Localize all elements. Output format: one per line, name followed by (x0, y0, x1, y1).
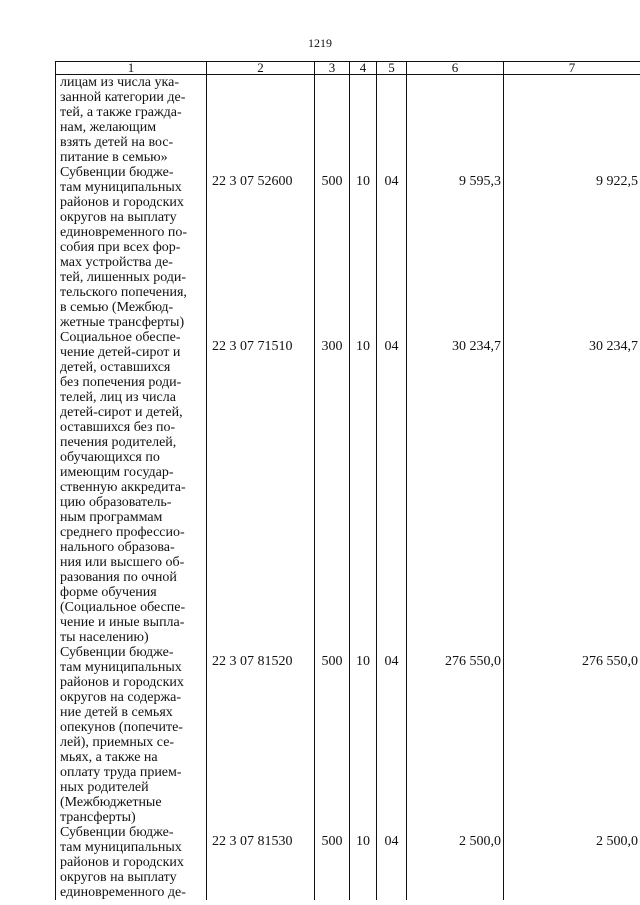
budget-code-cell (207, 165, 315, 330)
row-name-line: телей, лиц из числа (60, 390, 176, 405)
row-name-line: печения родителей, (60, 435, 177, 450)
column-header: 4 (350, 62, 377, 75)
row-name-line: там муниципальных (60, 840, 182, 855)
budget-code-value: 22 3 07 81530 (212, 834, 293, 849)
row-name-line: детей, оставшихся (60, 360, 171, 375)
subsection-cell (377, 645, 407, 825)
subsection-value: 04 (384, 654, 399, 669)
row-name-line: округов на содержа- (60, 690, 182, 705)
row-name-cell (56, 165, 207, 330)
table-row (56, 645, 640, 825)
row-name-cell (56, 330, 207, 645)
row-name-line: единовременного по- (60, 225, 188, 240)
row-name-line: чение детей-сирот и (60, 345, 181, 360)
amount-year1-value: 2 500,0 (459, 834, 501, 849)
row-name-line: там муниципальных (60, 660, 182, 675)
row-name-line: цию образователь- (60, 495, 172, 510)
subsection-cell (377, 330, 407, 645)
column-header: 5 (377, 62, 407, 75)
amount-year2-value: 276 550,0 (582, 654, 638, 669)
expense-type-value: 500 (321, 654, 343, 669)
row-name-line: Субвенции бюдже- (60, 825, 174, 840)
amount-year2-cell (504, 330, 640, 645)
row-name-line: трансферты) (60, 810, 136, 825)
subsection-value: 04 (384, 834, 399, 849)
expense-type-value: 500 (321, 174, 343, 189)
amount-year2-cell (504, 165, 640, 330)
column-header: 6 (407, 62, 504, 75)
row-name-line: ным программам (60, 510, 163, 525)
row-name-line: среднего профессио- (60, 525, 185, 540)
subsection-value: 04 (384, 174, 399, 189)
column-header: 2 (207, 62, 315, 75)
row-name-line: там муниципальных (60, 180, 182, 195)
table-header (56, 62, 640, 75)
amount-year1-cell (407, 825, 504, 900)
row-name-line: обучающихся по (60, 450, 160, 465)
expense-type-cell (315, 330, 350, 645)
row-name-line: Субвенции бюдже- (60, 645, 174, 660)
row-name-line: округов на выплату (60, 870, 177, 885)
row-name-line: единовременного де- (60, 885, 186, 900)
amount-year1-cell (407, 330, 504, 645)
row-name-cell (56, 825, 207, 900)
section-value: 10 (356, 834, 370, 849)
row-name-line: лицам из числа ука- (60, 75, 179, 90)
row-name-line: районов и городских (60, 195, 184, 210)
header-row (56, 62, 640, 75)
budget-code-cell (207, 75, 315, 166)
section-value: 10 (356, 654, 370, 669)
budget-table (55, 61, 640, 900)
row-name-line: без попечения роди- (60, 375, 182, 390)
column-header: 7 (504, 62, 640, 75)
row-name-line: нам, желающим (60, 120, 157, 135)
section-value: 10 (356, 174, 370, 189)
expense-type-value: 300 (321, 339, 343, 354)
section-value: 10 (356, 339, 370, 354)
row-name-line: разования по очной (60, 570, 177, 585)
subsection-cell (377, 825, 407, 900)
table-body (56, 75, 640, 901)
column-header: 3 (315, 62, 350, 75)
page-number: 1219 (308, 36, 332, 50)
row-name-line: нального образова- (60, 540, 175, 555)
amount-year2-cell (504, 75, 640, 166)
row-name-line: Субвенции бюдже- (60, 165, 174, 180)
budget-code-value: 22 3 07 52600 (212, 174, 293, 189)
row-name-line: жетные трансферты) (60, 315, 185, 330)
row-name-line: имеющим государ- (60, 465, 174, 480)
row-name-cell (56, 75, 207, 166)
amount-year2-value: 30 234,7 (589, 339, 638, 354)
expense-type-value: 500 (321, 834, 343, 849)
row-name-line: ния или высшего об- (60, 555, 185, 570)
section-cell (350, 825, 377, 900)
budget-code-cell (207, 330, 315, 645)
row-name-line: мьях, а также на (60, 750, 158, 765)
table-row (56, 825, 640, 900)
row-name-line: Социальное обеспе- (60, 330, 181, 345)
amount-year1-value: 276 550,0 (445, 654, 501, 669)
row-name-line: тельского попечения, (60, 285, 187, 300)
row-name-line: ты населению) (60, 630, 149, 645)
budget-code-value: 22 3 07 81520 (212, 654, 293, 669)
row-name-line: занной категории де- (60, 90, 186, 105)
row-name-line: взять детей на вос- (60, 135, 174, 150)
table-row (56, 75, 640, 166)
row-name-line: (Социальное обеспе- (60, 600, 186, 615)
row-name-line: районов и городских (60, 855, 184, 870)
row-name-line: (Межбюджетные (60, 795, 162, 810)
row-name-line: ственную аккредита- (60, 480, 186, 495)
amount-year1-value: 9 595,3 (459, 174, 501, 189)
row-name-line: опекунов (попечите- (60, 720, 183, 735)
row-name-line: ние детей в семьях (60, 705, 173, 720)
row-name-line: собия при всех фор- (60, 240, 181, 255)
section-cell (350, 75, 377, 166)
row-name-line: тей, а также гражда- (60, 105, 182, 120)
row-name-line: питание в семью» (60, 150, 168, 165)
row-name-line: районов и городских (60, 675, 184, 690)
amount-year1-value: 30 234,7 (452, 339, 501, 354)
expense-type-cell (315, 825, 350, 900)
row-name-line: оплату труда прием- (60, 765, 182, 780)
column-header: 1 (56, 62, 207, 75)
budget-code-value: 22 3 07 71510 (212, 339, 293, 354)
amount-year2-value: 9 922,5 (596, 174, 638, 189)
amount-year2-cell (504, 645, 640, 825)
expense-type-cell (315, 165, 350, 330)
amount-year2-cell (504, 825, 640, 900)
row-name-line: ных родителей (60, 780, 149, 795)
expense-type-cell (315, 645, 350, 825)
amount-year1-cell (407, 165, 504, 330)
amount-year1-cell (407, 645, 504, 825)
row-name-line: оставшихся без по- (60, 420, 176, 435)
section-cell (350, 645, 377, 825)
expense-type-cell (315, 75, 350, 166)
budget-code-cell (207, 645, 315, 825)
amount-year1-cell (407, 75, 504, 166)
amount-year2-value: 2 500,0 (596, 834, 638, 849)
row-name-line: чение и иные выпла- (60, 615, 185, 630)
table-row (56, 165, 640, 330)
row-name-line: лей), приемных се- (60, 735, 175, 750)
row-name-line: тей, лишенных роди- (60, 270, 187, 285)
row-name-line: в семью (Межбюд- (60, 300, 174, 315)
row-name-line: детей-сирот и детей, (60, 405, 183, 420)
subsection-cell (377, 165, 407, 330)
row-name-line: мах устройства де- (60, 255, 173, 270)
section-cell (350, 330, 377, 645)
table-row (56, 330, 640, 645)
subsection-cell (377, 75, 407, 166)
budget-code-cell (207, 825, 315, 900)
row-name-line: форме обучения (60, 585, 157, 600)
row-name-cell (56, 645, 207, 825)
row-name-line: округов на выплату (60, 210, 177, 225)
subsection-value: 04 (384, 339, 399, 354)
section-cell (350, 165, 377, 330)
